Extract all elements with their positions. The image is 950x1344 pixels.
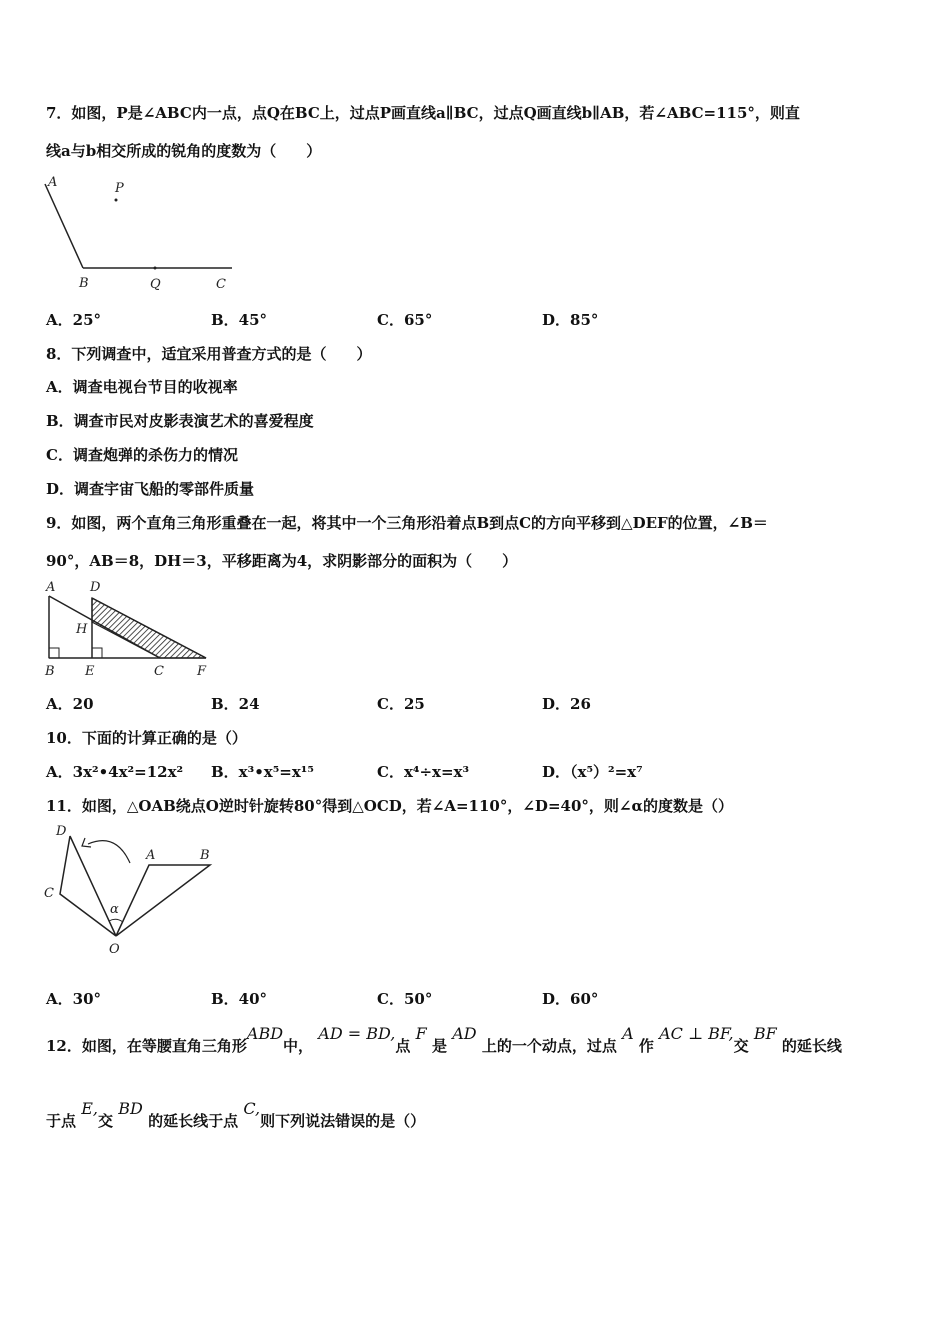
q12-math-ad: AD: [452, 1024, 477, 1043]
q7-label-a: A: [48, 175, 58, 190]
q12-math-e: E,: [81, 1099, 99, 1118]
q11-stem: 11．如图，△OAB绕点O逆时针旋转80°得到△OCD，若∠A=110°，∠D=40°，则∠α的度数是（）: [46, 797, 733, 815]
q9-label-b: B: [45, 664, 55, 679]
q9-option-b[interactable]: B．24: [211, 695, 260, 713]
q9-stem-line2: 90°，AB＝8，DH＝3，平移距离为4，求阴影部分的面积为（ ）: [46, 552, 518, 570]
q11-rotation-arc: [88, 841, 130, 863]
q7-option-b[interactable]: B．45°: [211, 311, 268, 329]
q7-label-b: B: [79, 276, 89, 291]
q9-label-e: E: [85, 664, 95, 679]
q11-label-a: A: [146, 848, 156, 863]
q12-text-1: 12．如图，在等腰直角三角形: [46, 1037, 247, 1055]
q12-text-5: 上的一个动点，过点: [481, 1037, 617, 1055]
q12-math-ac-perp-bf: AC ⊥ BF,: [659, 1024, 734, 1043]
q9-label-d: D: [90, 580, 101, 595]
q12-stem-line2: [46, 1099, 426, 1131]
q11-label-alpha: α: [110, 902, 119, 917]
q11-triangle-oab: [116, 865, 210, 936]
q9-label-f: F: [197, 664, 207, 679]
q8-option-b[interactable]: B．调查市民对皮影表演艺术的喜爱程度: [46, 412, 314, 430]
q11-alpha-arc: [109, 919, 123, 922]
q11-option-d[interactable]: D．60°: [542, 990, 599, 1008]
q9-label-c: C: [154, 664, 164, 679]
q12-text-7: 交: [733, 1037, 749, 1055]
q7-option-c[interactable]: C．65°: [377, 311, 433, 329]
q11-option-c[interactable]: C．50°: [377, 990, 433, 1008]
q12-math-c: C,: [243, 1099, 261, 1118]
q7-option-d[interactable]: D．85°: [542, 311, 599, 329]
q9-label-h: H: [76, 622, 88, 637]
q9-right-angle-e: [92, 648, 102, 658]
q7-option-a[interactable]: A．25°: [46, 311, 102, 329]
q11-triangle-ocd: [60, 836, 116, 936]
q12-stem-line1: [46, 1024, 842, 1056]
q10-option-c[interactable]: C．x⁴÷x=x³: [377, 763, 470, 781]
q7-point-p: [115, 199, 118, 202]
q7-point-q: [154, 267, 157, 270]
q11-label-d: D: [56, 824, 67, 839]
q12-text-8: 的延长线: [781, 1037, 842, 1055]
q12-math-abd: ABD: [246, 1024, 284, 1043]
q7-label-c: C: [216, 277, 226, 292]
q12-math-a: A: [622, 1024, 634, 1043]
q9-stem-line1: 9．如图，两个直角三角形重叠在一起，将其中一个三角形沿着点B到点C的方向平移到△DEF的位置，∠B＝: [46, 514, 768, 532]
q7-label-q: Q: [150, 277, 161, 292]
q10-stem: 10．下面的计算正确的是（）: [46, 729, 247, 747]
q12-math-bf: BF: [753, 1024, 777, 1043]
q9-option-a[interactable]: A．20: [46, 695, 94, 713]
q9-option-d[interactable]: D．26: [542, 695, 591, 713]
q11-label-o: O: [109, 942, 120, 957]
q8-option-c[interactable]: C．调查炮弹的杀伤力的情况: [46, 446, 238, 464]
q12-text-6: 作: [638, 1037, 654, 1055]
q12-math-ad-eq-bd: AD = BD,: [318, 1024, 396, 1043]
q12-text-2: 中，: [283, 1037, 314, 1055]
q11-figure: [40, 820, 220, 960]
q8-stem: 8．下列调查中，适宜采用普查方式的是（ ）: [46, 345, 372, 363]
q11-label-c: C: [44, 886, 54, 901]
q9-right-angle-b: [49, 648, 59, 658]
q11-option-a[interactable]: A．30°: [46, 990, 102, 1008]
q12-math-f: F: [415, 1024, 427, 1043]
q12-text-12: 则下列说法错误的是（）: [260, 1112, 426, 1130]
q9-option-c[interactable]: C．25: [377, 695, 425, 713]
q11-option-b[interactable]: B．40°: [211, 990, 268, 1008]
q10-option-b[interactable]: B．x³•x⁵=x¹⁵: [211, 763, 314, 781]
q10-option-d[interactable]: D．（x⁵）²=x⁷: [542, 763, 643, 781]
q12-math-bd: BD: [118, 1099, 143, 1118]
q12-text-4: 是: [431, 1037, 447, 1055]
q12-text-10: 交: [98, 1112, 114, 1130]
q12-text-11: 的延长线于点: [148, 1112, 239, 1130]
q11-arrow-head-icon: [82, 838, 91, 847]
q7-stem-line2: 线a与b相交所成的锐角的度数为（ ）: [46, 142, 322, 160]
q9-label-a: A: [46, 580, 56, 595]
q7-label-p: P: [115, 181, 124, 196]
q11-label-b: B: [200, 848, 210, 863]
q7-figure: [40, 172, 240, 297]
q8-option-d[interactable]: D．调查宇宙飞船的零部件质量: [46, 480, 255, 498]
q12-text-9: 于点: [46, 1112, 77, 1130]
q10-option-a[interactable]: A．3x²•4x²=12x²: [46, 763, 184, 781]
q12-text-3: 点: [395, 1037, 411, 1055]
q9-figure: [40, 578, 215, 680]
q7-ray-ba: [45, 184, 83, 268]
q7-stem-line1: 7．如图，P是∠ABC内一点，点Q在BC上，过点P画直线a∥BC，过点Q画直线b∥AB，若∠ABC=115°，则直: [46, 104, 800, 122]
q8-option-a[interactable]: A．调查电视台节目的收视率: [46, 378, 238, 396]
